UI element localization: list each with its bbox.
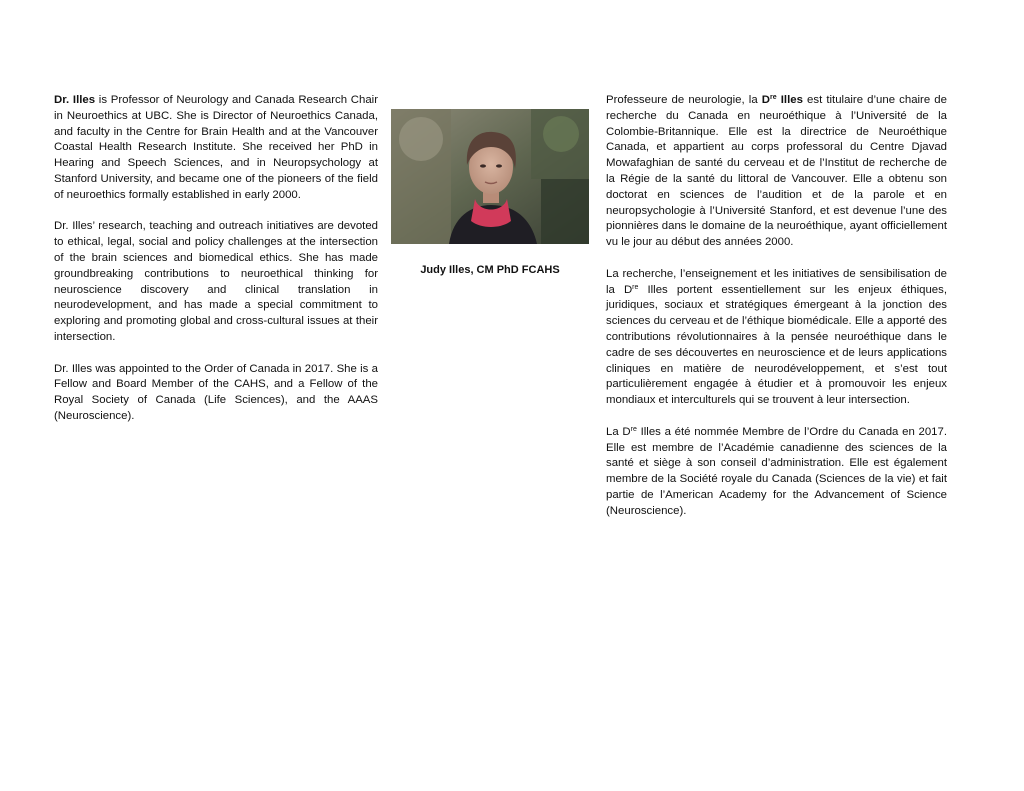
french-bio-paragraph-2-text: Illes portent essentiellement sur les enjeux éthiques, juridiques, sociaux et stratégiques émergeant à la jonction des sciences du cerveau et de l’éthique biomédicale. Elle a apporté des contributions révolutionnaires à la pensée neuroéthique dans le cadre de ses découvertes en neuroscience et de leurs applications cliniques en matière de neurodéveloppement, et s’est tout particulièrement engagée à étudier et à promouvoir les enjeux mondiaux et interculturels qui se trouvent à leur intersection. [606, 283, 947, 407]
french-bio-paragraph-3 [606, 425, 947, 520]
french-bio-paragraph-3-intro: La D [606, 425, 631, 438]
portrait-photo [391, 109, 589, 244]
english-bio-paragraph-3: Dr. Illes was appointed to the Order of Canada in 2017. She is a Fellow and Board Member of the CAHS, and a Fellow of the Royal Society of Canada (Life Sciences), and the AAAS (Neuroscience). [54, 362, 378, 422]
french-bio-paragraph-3-superscript: re [630, 425, 637, 433]
french-bio-paragraph-2-superscript: re [632, 283, 639, 291]
french-bio-paragraph-2 [606, 267, 947, 409]
english-bio-paragraph-1-text: is Professor of Neurology and Canada Research Chair in Neuroethics at UBC. She is Director of Neuroethics Canada, and faculty in the Centre for Brain Health and at the Vancouver Coastal Health Research Institute. She received her PhD in Hearing and Speech Sciences, and in Neuropsychology at Stanford University, and became one of the pioneers of the field of neuroethics formally established in early 2000. [54, 94, 378, 201]
french-bio-name-title: D [761, 94, 771, 106]
portrait-caption: Judy Illes, CM PhD FCAHS [420, 264, 560, 276]
french-bio-paragraph-1 [606, 93, 947, 251]
english-bio-paragraph-2: Dr. Illes’ research, teaching and outreach initiatives are devoted to ethical, legal, social and policy challenges at the intersection of the brain sciences and biomedical ethics. She has made groundbreaking contributions to neuroethical thinking for neuroscience discovery and clinical translation in neurodevelopment, and has made a special commitment to exploring and promoting global and cross-cultural issues at their intersection. [54, 220, 378, 343]
english-bio-name: Dr. Illes [54, 94, 96, 106]
portrait-photo-image [391, 109, 589, 244]
french-bio-paragraph-1-intro: Professeure de neurologie, la [606, 94, 762, 106]
french-bio-paragraph-1-text: est titulaire d’une chaire de recherche du Canada en neuroéthique à l’Université de la Colombie-Britannique. Elle est la directrice de Neuroéthique Canada, et appartient au corps professoral du Centre Djavad Mowafaghian de santé du cerveau et de l’Institut de recherche de la Régie de la santé du littoral de Vancouver. Elle a obtenu son doctorat en sciences de l’audition et de la parole et en neuropsychologie à l’Université Stanford, et est devenue l’une des pionnières dans le domaine de la neuroéthique, ayant officiellement vu le jour au début des années 2000. [606, 94, 947, 249]
french-bio-paragraph-3-text: Illes a été nommée Membre de l’Ordre du Canada en 2017. Elle est membre de l’Académie canadienne des sciences de la santé et siège à son conseil d’administration. Elle est également membre de la Société royale du Canada (Sciences de la vie) et fait partie de l’American Academy for the Advancement of Science (Neuroscience). [606, 425, 948, 517]
french-bio-paragraph-2-intro: La recherche, l’enseignement et les initiatives de sensibilisation de la D [606, 267, 947, 296]
french-bio-name-surname: Illes [776, 94, 803, 106]
english-bio-column [54, 93, 378, 441]
french-bio-name-title-superscript: re [770, 94, 777, 101]
french-bio-name [762, 94, 803, 106]
english-bio-paragraph-1 [54, 93, 378, 204]
french-bio-column [606, 93, 947, 535]
